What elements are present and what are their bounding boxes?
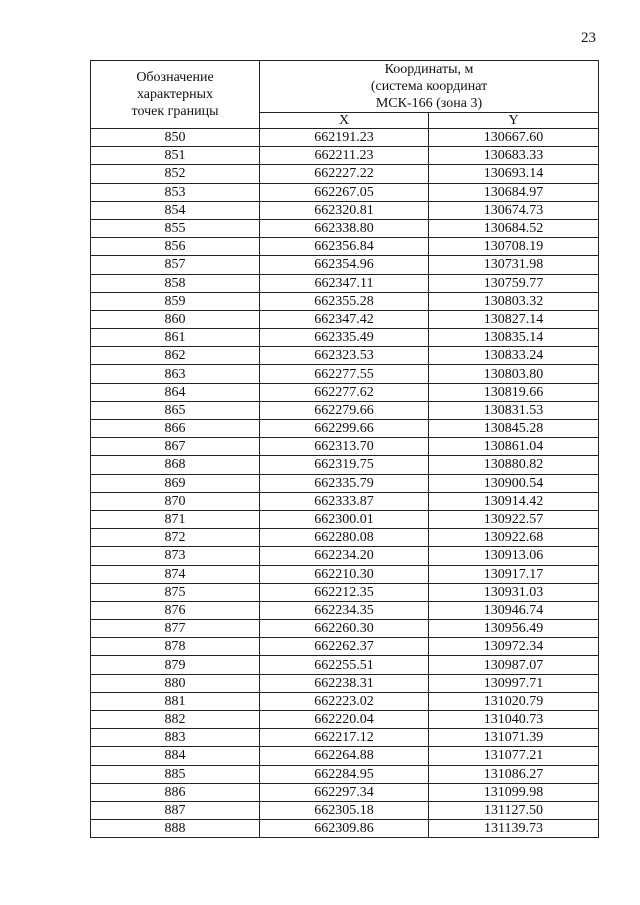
table-row [91,438,599,456]
table-row [91,656,599,674]
y-coordinate-cell: 130917.17 [429,565,599,583]
point-id-cell: 876 [91,601,260,619]
coordinates-table [90,60,599,838]
table-row [91,565,599,583]
y-coordinate-cell: 130803.80 [429,365,599,383]
y-coordinate-cell: 131099.98 [429,783,599,801]
y-coordinate-cell: 130900.54 [429,474,599,492]
table-row [91,510,599,528]
table-row [91,347,599,365]
y-coordinate-cell: 130667.60 [429,129,599,147]
y-coordinate-cell: 130931.03 [429,583,599,601]
point-id-cell: 885 [91,765,260,783]
y-coordinate-cell: 130835.14 [429,329,599,347]
x-coordinate-cell: 662284.95 [260,765,429,783]
y-coordinate-cell: 130922.68 [429,529,599,547]
point-id-cell: 888 [91,820,260,838]
point-id-cell: 859 [91,292,260,310]
x-coordinate-cell: 662309.86 [260,820,429,838]
table-row [91,365,599,383]
x-coordinate-cell: 662211.23 [260,147,429,165]
table-row [91,601,599,619]
y-coordinate-cell: 130819.66 [429,383,599,401]
point-id-cell: 850 [91,129,260,147]
y-coordinate-cell: 130833.24 [429,347,599,365]
point-id-cell: 854 [91,201,260,219]
table-row [91,219,599,237]
x-coordinate-cell: 662264.88 [260,747,429,765]
point-id-cell: 872 [91,529,260,547]
x-coordinate-cell: 662277.62 [260,383,429,401]
x-coordinate-cell: 662280.08 [260,529,429,547]
y-coordinate-cell: 130831.53 [429,401,599,419]
point-id-cell: 881 [91,692,260,710]
points-header-line-3: точек границы [131,104,219,119]
y-coordinate-cell: 130708.19 [429,238,599,256]
table-row [91,474,599,492]
y-coordinate-cell: 130987.07 [429,656,599,674]
table-row [91,256,599,274]
x-coordinate-cell: 662279.66 [260,401,429,419]
point-id-cell: 875 [91,583,260,601]
y-coordinate-cell: 130674.73 [429,201,599,219]
x-coordinate-cell: 662323.53 [260,347,429,365]
point-id-cell: 853 [91,183,260,201]
x-coordinate-cell: 662313.70 [260,438,429,456]
x-coordinate-cell: 662355.28 [260,292,429,310]
table-row [91,201,599,219]
y-coordinate-cell: 130956.49 [429,620,599,638]
x-coordinate-cell: 662234.20 [260,547,429,565]
points-column-header [91,61,260,129]
table-row [91,692,599,710]
point-id-cell: 877 [91,620,260,638]
table-row [91,729,599,747]
y-coordinate-cell: 130914.42 [429,492,599,510]
x-coordinate-cell: 662333.87 [260,492,429,510]
coords-header-line-2: (система координат [370,79,488,94]
table-row [91,620,599,638]
table-row [91,183,599,201]
point-id-cell: 864 [91,383,260,401]
y-coordinate-cell: 130684.97 [429,183,599,201]
y-coordinate-cell: 131127.50 [429,801,599,819]
x-coordinate-cell: 662260.30 [260,620,429,638]
coords-header-line-3: МСК-166 (зона 3) [375,96,483,111]
x-coordinate-cell: 662234.35 [260,601,429,619]
table-row [91,820,599,838]
point-id-cell: 863 [91,365,260,383]
y-coordinate-cell: 131139.73 [429,820,599,838]
x-coordinate-cell: 662297.34 [260,783,429,801]
table-row [91,674,599,692]
table-row [91,238,599,256]
table-row [91,765,599,783]
table-row [91,165,599,183]
table-row [91,529,599,547]
x-coordinate-cell: 662212.35 [260,583,429,601]
y-coordinate-cell: 130845.28 [429,420,599,438]
table-row [91,383,599,401]
y-coordinate-cell: 131071.39 [429,729,599,747]
point-id-cell: 874 [91,565,260,583]
x-coordinate-cell: 662347.42 [260,310,429,328]
point-id-cell: 867 [91,438,260,456]
point-id-cell: 880 [91,674,260,692]
x-coordinate-cell: 662319.75 [260,456,429,474]
point-id-cell: 886 [91,783,260,801]
table-row [91,492,599,510]
table-row [91,147,599,165]
y-coordinate-cell: 130827.14 [429,310,599,328]
point-id-cell: 860 [91,310,260,328]
y-coordinate-cell: 131077.21 [429,747,599,765]
y-coordinate-cell: 131086.27 [429,765,599,783]
y-coordinate-cell: 130684.52 [429,219,599,237]
x-coordinate-cell: 662300.01 [260,510,429,528]
y-column-header: Y [429,113,599,129]
x-coordinate-cell: 662354.96 [260,256,429,274]
y-coordinate-cell: 130946.74 [429,601,599,619]
page-number: 23 [581,30,596,46]
point-id-cell: 851 [91,147,260,165]
point-id-cell: 879 [91,656,260,674]
x-coordinate-cell: 662335.49 [260,329,429,347]
table-row [91,329,599,347]
y-coordinate-cell: 130880.82 [429,456,599,474]
table-row [91,420,599,438]
point-id-cell: 865 [91,401,260,419]
x-coordinate-cell: 662356.84 [260,238,429,256]
point-id-cell: 857 [91,256,260,274]
x-coordinate-cell: 662335.79 [260,474,429,492]
y-coordinate-cell: 130997.71 [429,674,599,692]
points-header-line-2: характерных [136,87,214,102]
point-id-cell: 873 [91,547,260,565]
x-coordinate-cell: 662238.31 [260,674,429,692]
table-row [91,747,599,765]
x-coordinate-cell: 662220.04 [260,711,429,729]
point-id-cell: 871 [91,510,260,528]
point-id-cell: 882 [91,711,260,729]
x-coordinate-cell: 662210.30 [260,565,429,583]
point-id-cell: 878 [91,638,260,656]
point-id-cell: 856 [91,238,260,256]
table-row [91,547,599,565]
y-coordinate-cell: 131020.79 [429,692,599,710]
point-id-cell: 861 [91,329,260,347]
y-coordinate-cell: 130803.32 [429,292,599,310]
table-row [91,292,599,310]
x-coordinate-cell: 662255.51 [260,656,429,674]
y-coordinate-cell: 131040.73 [429,711,599,729]
table-row [91,638,599,656]
x-coordinate-cell: 662305.18 [260,801,429,819]
point-id-cell: 852 [91,165,260,183]
table-row [91,129,599,147]
point-id-cell: 862 [91,347,260,365]
x-coordinate-cell: 662320.81 [260,201,429,219]
y-coordinate-cell: 130972.34 [429,638,599,656]
x-coordinate-cell: 662191.23 [260,129,429,147]
point-id-cell: 868 [91,456,260,474]
point-id-cell: 855 [91,219,260,237]
point-id-cell: 883 [91,729,260,747]
x-coordinate-cell: 662267.05 [260,183,429,201]
point-id-cell: 887 [91,801,260,819]
x-coordinate-cell: 662227.22 [260,165,429,183]
table-row [91,583,599,601]
table-row [91,401,599,419]
table-body [91,129,599,838]
point-id-cell: 858 [91,274,260,292]
x-coordinate-cell: 662223.02 [260,692,429,710]
table-row [91,711,599,729]
y-coordinate-cell: 130913.06 [429,547,599,565]
table-row [91,274,599,292]
x-column-header: X [260,113,429,129]
point-id-cell: 866 [91,420,260,438]
point-id-cell: 869 [91,474,260,492]
x-coordinate-cell: 662277.55 [260,365,429,383]
x-coordinate-cell: 662347.11 [260,274,429,292]
x-coordinate-cell: 662262.37 [260,638,429,656]
y-coordinate-cell: 130731.98 [429,256,599,274]
coordinates-column-header [260,61,599,113]
y-coordinate-cell: 130693.14 [429,165,599,183]
x-coordinate-cell: 662217.12 [260,729,429,747]
coords-header-line-1: Координаты, м [384,62,474,77]
y-coordinate-cell: 130683.33 [429,147,599,165]
table-row [91,801,599,819]
table-header [91,61,599,129]
x-coordinate-cell: 662299.66 [260,420,429,438]
table-row [91,456,599,474]
y-coordinate-cell: 130922.57 [429,510,599,528]
y-coordinate-cell: 130759.77 [429,274,599,292]
points-header-line-1: Обозначение [136,70,214,85]
y-coordinate-cell: 130861.04 [429,438,599,456]
table-row [91,310,599,328]
point-id-cell: 884 [91,747,260,765]
x-coordinate-cell: 662338.80 [260,219,429,237]
table-row [91,783,599,801]
point-id-cell: 870 [91,492,260,510]
